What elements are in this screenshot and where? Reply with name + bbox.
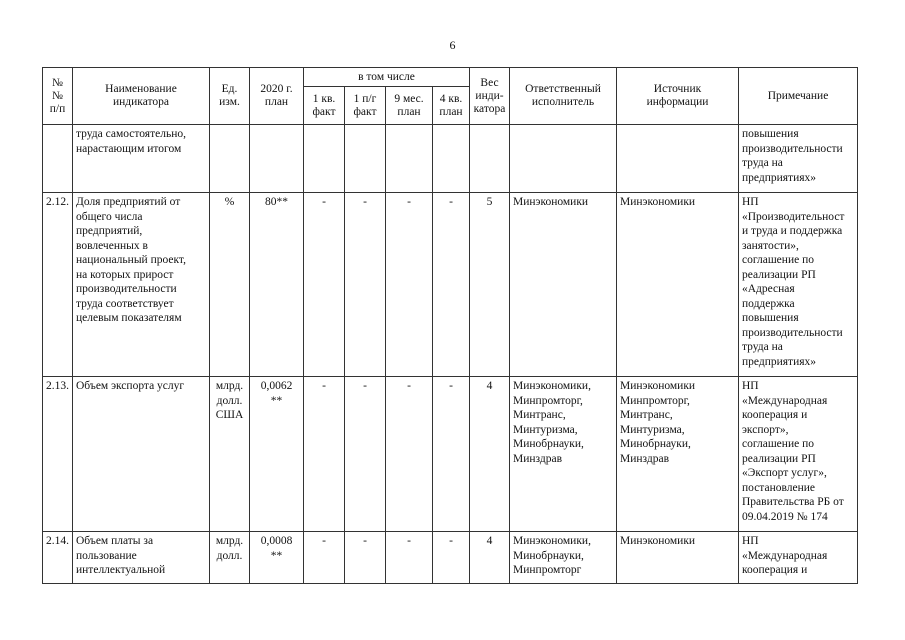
indicator-name: труда самостоятельно, нарастающим итогом [73, 125, 210, 193]
row-number [43, 125, 73, 193]
header-number: № № п/п [43, 68, 73, 125]
plan-value: 0,0062 ** [250, 377, 304, 532]
note: НП «Производительност и труда и поддержка занятости», соглашение по реализации РП «Адресная поддержка повышения производительности труда на предприятиях» [739, 193, 858, 377]
h1-fact [345, 125, 386, 193]
h1-fact: - [345, 377, 386, 532]
q4-plan: - [433, 377, 470, 532]
row-number: 2.13. [43, 377, 73, 532]
weight [470, 125, 510, 193]
q4-plan: - [433, 193, 470, 377]
header-h1-fact: 1 п/г факт [345, 87, 386, 125]
source: Минэкономики [617, 193, 739, 377]
row-number: 2.14. [43, 532, 73, 584]
9m-plan: - [386, 377, 433, 532]
header-q4-plan: 4 кв. план [433, 87, 470, 125]
unit: млрд. долл. [210, 532, 250, 584]
q1-fact: - [304, 193, 345, 377]
q1-fact [304, 125, 345, 193]
page-number: 6 [449, 38, 456, 52]
header-responsible: Ответственный исполнитель [510, 68, 617, 125]
9m-plan: - [386, 193, 433, 377]
note: НП «Международная кооперация и экспорт», соглашение по реализации РП «Экспорт услуг», постановление Правительства РБ от 09.04.2019 № 174 [739, 377, 858, 532]
h1-fact: - [345, 532, 386, 584]
h1-fact: - [345, 193, 386, 377]
table-row [43, 377, 858, 532]
source [617, 125, 739, 193]
table-row [43, 532, 858, 584]
plan-value: 80** [250, 193, 304, 377]
note: НП «Международная кооперация и [739, 532, 858, 584]
responsible: Минэкономики, Минпромторг, Минтранс, Минтуризма, Минобрнауки, Минздрав [510, 377, 617, 532]
q4-plan [433, 125, 470, 193]
responsible: Минэкономики [510, 193, 617, 377]
q1-fact: - [304, 532, 345, 584]
responsible: Минэкономики, Минобрнауки, Минпромторг [510, 532, 617, 584]
responsible [510, 125, 617, 193]
plan-value: 0,0008 ** [250, 532, 304, 584]
indicator-name: Объем платы за пользование интеллектуальной [73, 532, 210, 584]
header-plan-2020: 2020 г. план [250, 68, 304, 125]
source: Минэкономики [617, 532, 739, 584]
indicator-name: Объем экспорта услуг [73, 377, 210, 532]
header-indicator-name: Наименование индикатора [73, 68, 210, 125]
indicator-name: Доля предприятий от общего числа предприятий, вовлеченных в национальный проект, на которых прирост производительности труда соответствует целевым показателям [73, 193, 210, 377]
header-9m-plan: 9 мес. план [386, 87, 433, 125]
weight: 4 [470, 532, 510, 584]
header-weight: Вес инди- катора [470, 68, 510, 125]
q1-fact: - [304, 377, 345, 532]
header-q1-fact: 1 кв. факт [304, 87, 345, 125]
table-row [43, 193, 858, 377]
unit: млрд. долл. США [210, 377, 250, 532]
header-note: Примечание [739, 68, 858, 125]
weight: 4 [470, 377, 510, 532]
plan-value [250, 125, 304, 193]
q4-plan: - [433, 532, 470, 584]
9m-plan: - [386, 532, 433, 584]
9m-plan [386, 125, 433, 193]
source: Минэкономики Минпромторг, Минтранс, Минтуризма, Минобрнауки, Минздрав [617, 377, 739, 532]
table-row [43, 125, 858, 193]
unit: % [210, 193, 250, 377]
unit [210, 125, 250, 193]
header-source: Источник информации [617, 68, 739, 125]
header-including-group: в том числе [304, 68, 470, 87]
weight: 5 [470, 193, 510, 377]
note: повышения производительности труда на предприятиях» [739, 125, 858, 193]
row-number: 2.12. [43, 193, 73, 377]
indicators-table [42, 67, 858, 584]
header-unit: Ед. изм. [210, 68, 250, 125]
